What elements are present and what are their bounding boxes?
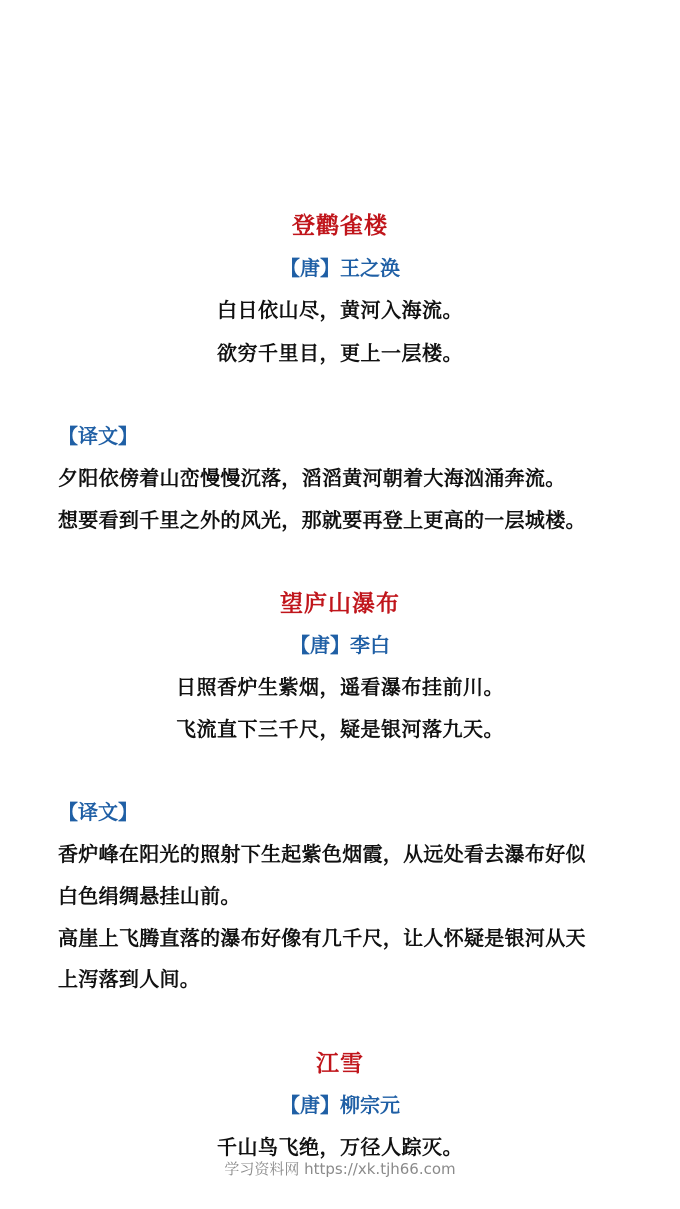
poem-title: 望庐山瀑布 xyxy=(280,590,400,617)
poem-author: 【唐】李白 xyxy=(290,633,390,657)
translation-line: 高崖上飞腾直落的瀑布好像有几千尺，让人怀疑是银河从天 xyxy=(58,926,586,950)
translation-line: 想要看到千里之外的风光，那就要再登上更高的一层城楼。 xyxy=(58,508,586,532)
poem-title: 登鹳雀楼 xyxy=(292,212,388,239)
poem-author: 【唐】王之涣 xyxy=(280,256,400,280)
poem-line: 飞流直下三千尺，疑是银河落九天。 xyxy=(176,717,504,741)
translation-line: 上泻落到人间。 xyxy=(58,967,201,991)
translation-line: 夕阳依傍着山峦慢慢沉落，滔滔黄河朝着大海汹涌奔流。 xyxy=(58,466,566,490)
translation-line: 白色绢绸悬挂山前。 xyxy=(58,884,241,908)
translation-heading: 【译文】 xyxy=(58,800,138,824)
footer-watermark: 学习资料网 https://xk.tjh66.com xyxy=(224,1160,456,1178)
poem-line: 日照香炉生紫烟，遥看瀑布挂前川。 xyxy=(176,675,504,699)
translation-heading: 【译文】 xyxy=(58,424,138,448)
poem-line: 欲穷千里目，更上一层楼。 xyxy=(217,341,463,365)
poem-line: 千山鸟飞绝，万径人踪灭。 xyxy=(217,1135,463,1159)
poem-author: 【唐】柳宗元 xyxy=(280,1093,400,1117)
translation-line: 香炉峰在阳光的照射下生起紫色烟霞，从远处看去瀑布好似 xyxy=(58,842,586,866)
poem-title: 江雪 xyxy=(316,1050,364,1077)
poem-line: 白日依山尽，黄河入海流。 xyxy=(217,298,463,322)
